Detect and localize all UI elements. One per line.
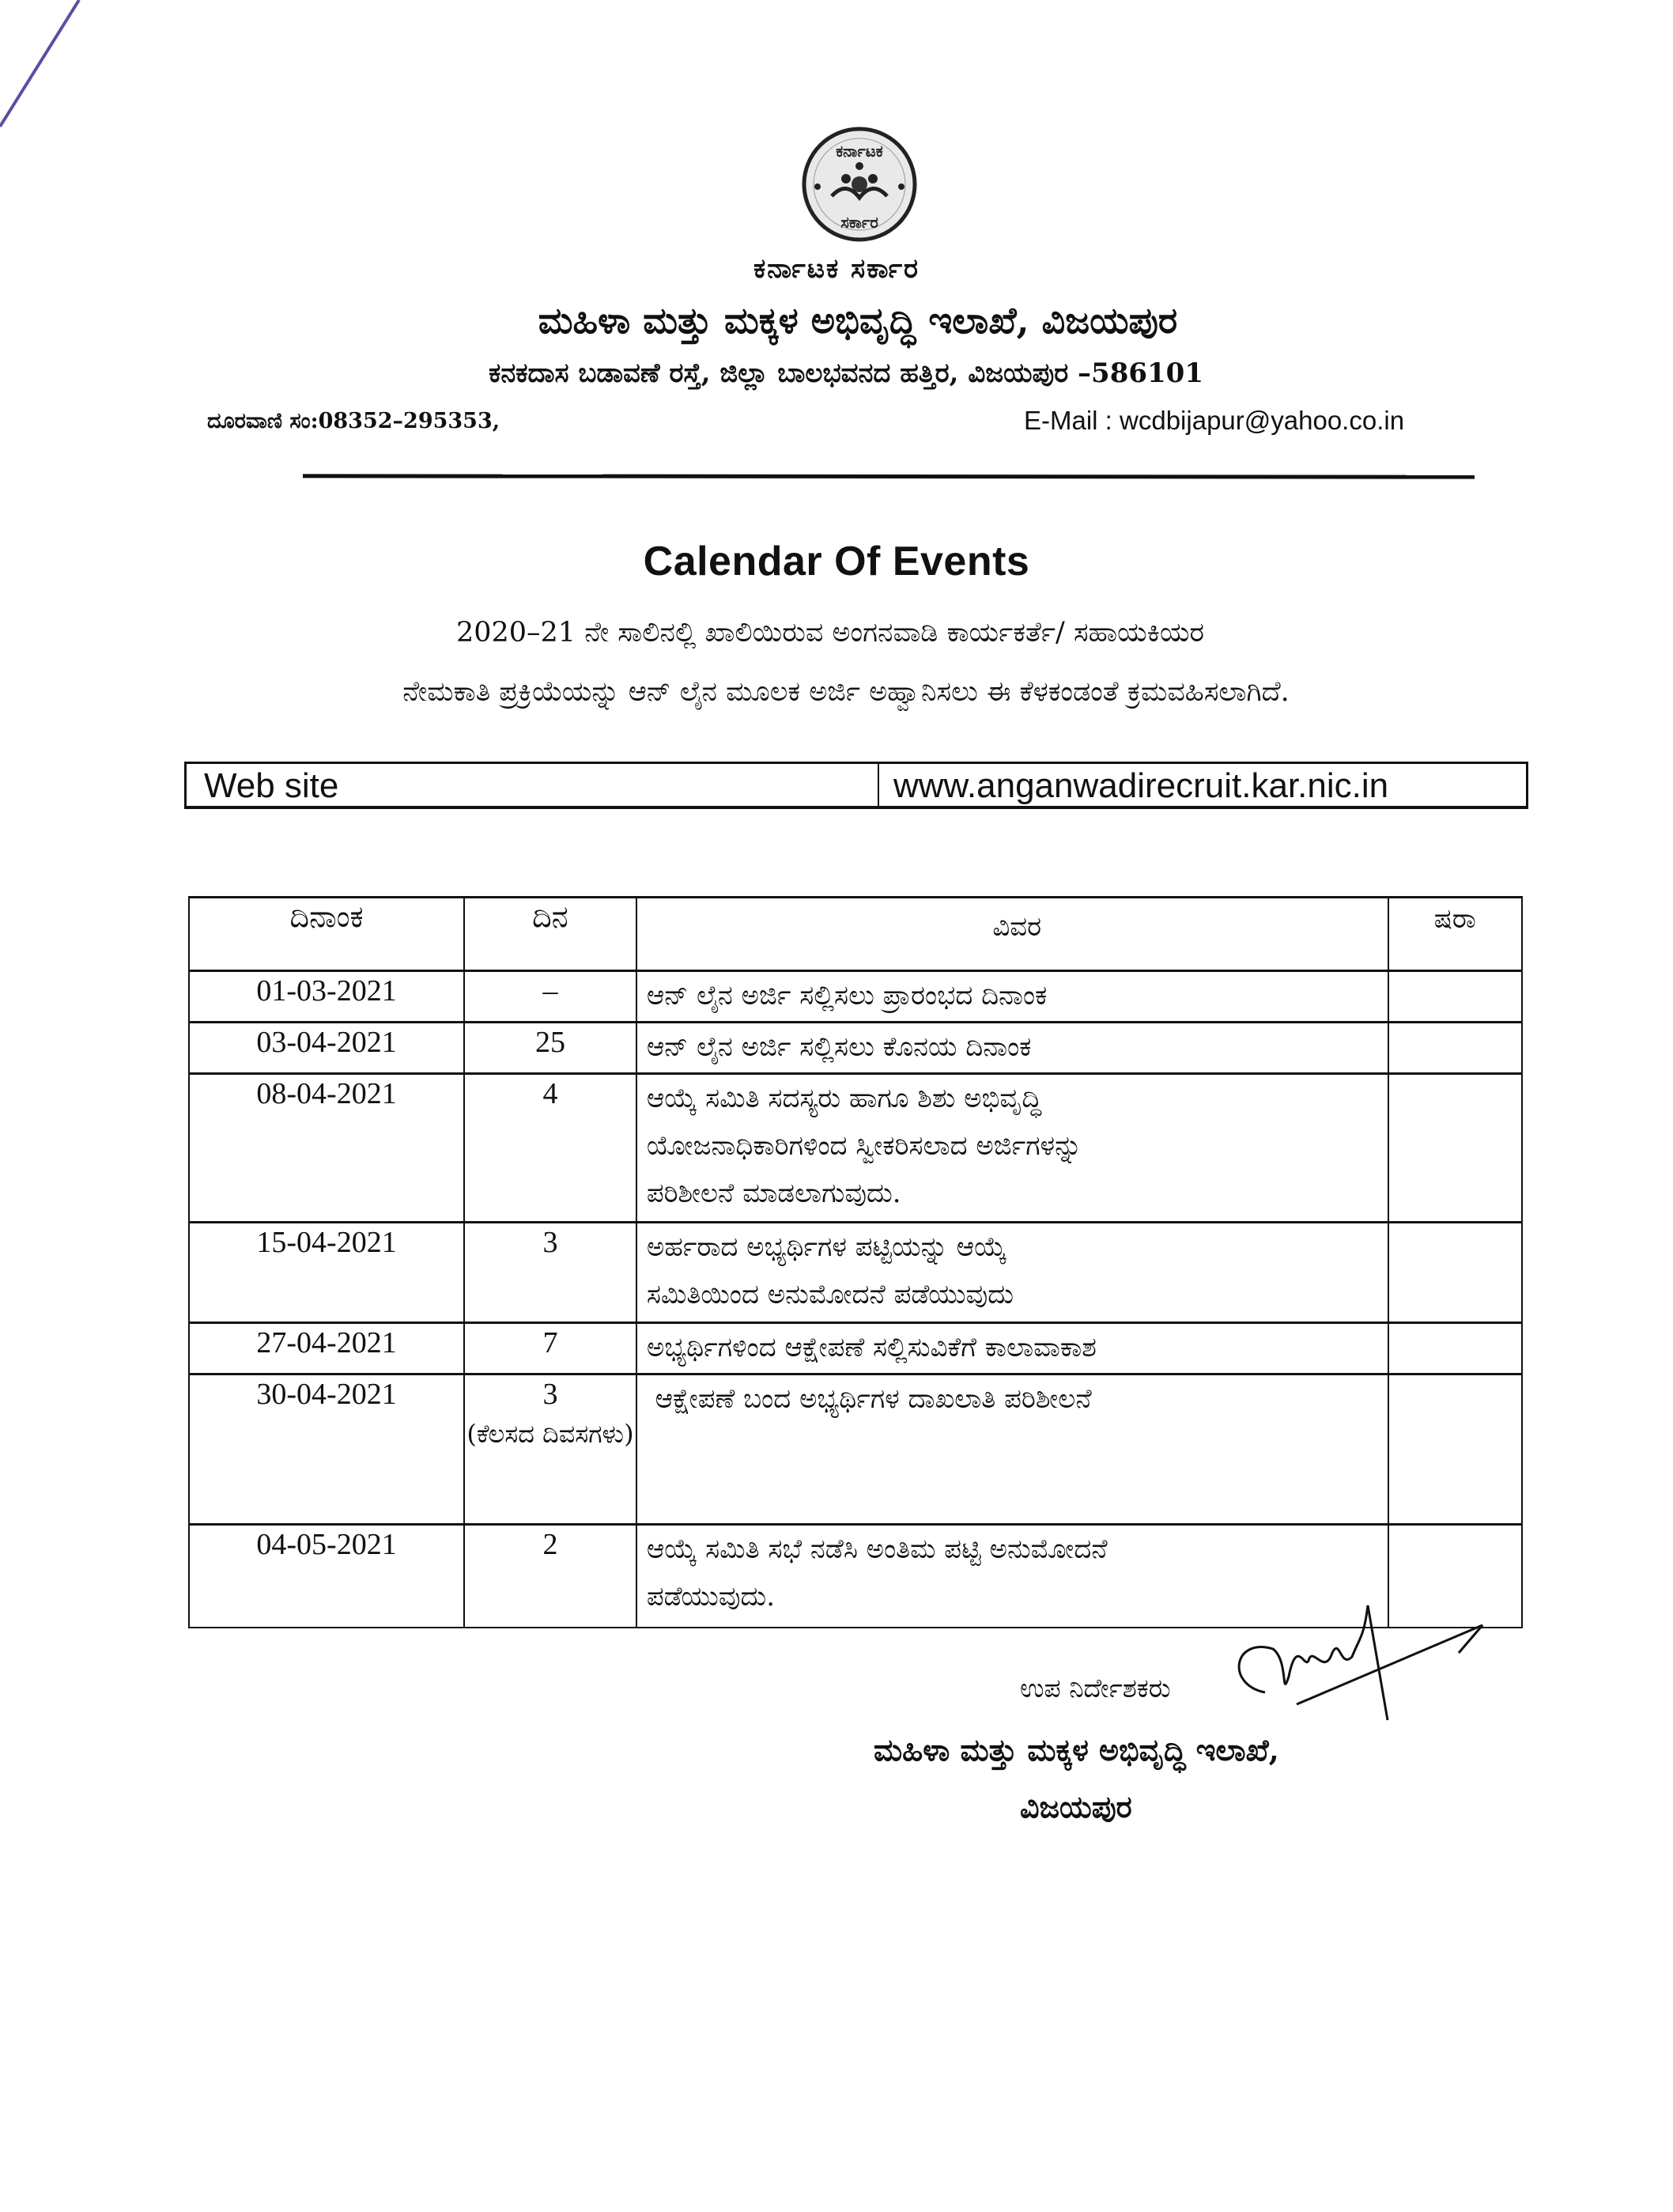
details-line: ಅರ್ಹರಾದ ಅಭ್ಯರ್ಥಿಗಳ ಪಟ್ಟಿಯನ್ನು ಆಯ್ಕೆ bbox=[646, 1231, 1007, 1263]
days-note: (ಕೆಲಸದ ದಿವಸಗಳು) bbox=[466, 1419, 634, 1449]
cell-days bbox=[464, 1323, 636, 1374]
cell-days bbox=[464, 1525, 636, 1628]
days-value: 3 bbox=[542, 1226, 558, 1259]
details-line: ಪಡೆಯುವುದು. bbox=[646, 1581, 776, 1613]
website-box bbox=[184, 762, 1528, 809]
days-value: 7 bbox=[542, 1326, 558, 1359]
department-name: ಮಹಿಳಾ ಮತ್ತು ಮಕ್ಕಳ ಅಭಿವೃದ್ಧಿ ಇಲಾಖೆ, ವಿಜಯಪುರ bbox=[538, 299, 1178, 342]
cell-days bbox=[464, 1023, 636, 1074]
table-row bbox=[189, 1323, 1522, 1374]
table-header-row bbox=[189, 898, 1522, 971]
details-line: ಪರಿಶೀಲನೆ ಮಾಡಲಾಗುವುದು. bbox=[646, 1178, 901, 1209]
signatory-department: ಮಹಿಳಾ ಮತ್ತು ಮಕ್ಕಳ ಅಭಿವೃದ್ಧಿ ಇಲಾಖೆ, bbox=[874, 1732, 1279, 1768]
cell-date: 04-05-2021 bbox=[189, 1525, 464, 1628]
details-line: ಆನ್ ಲೈನ ಅರ್ಜಿ ಸಲ್ಲಿಸಲು ಕೊನಯ ದಿನಾಂಕ bbox=[646, 1031, 1032, 1063]
signatory-title: ಉಪ ನಿರ್ದೇಶಕರು bbox=[1020, 1673, 1171, 1703]
cell-date: 08-04-2021 bbox=[189, 1074, 464, 1223]
intro-line-2: ನೇಮಕಾತಿ ಪ್ರಕ್ರಿಯೆಯನ್ನು ಆನ್ ಲೈನ ಮೂಲಕ ಅರ್ಜಿ ಅಹ್ವಾನಿಸಲು ಈ ಕೆಳಕಂಡಂತೆ ಕ್ರಮವಹಿಸಲಾಗಿದೆ. bbox=[402, 676, 1290, 708]
table-row bbox=[189, 1074, 1522, 1223]
signature bbox=[1170, 1590, 1502, 1732]
details-line: ಸಮಿತಿಯಿಂದ ಅನುಮೋದನೆ ಪಡೆಯುವುದು bbox=[646, 1279, 1014, 1310]
details-line: ಅಭ್ಯರ್ಥಿಗಳಿಂದ ಆಕ್ಷೇಪಣೆ ಸಲ್ಲಿಸುವಿಕೆಗೆ ಕಾಲಾವಾಕಾಶ bbox=[646, 1332, 1097, 1363]
cell-date: 27-04-2021 bbox=[189, 1323, 464, 1374]
cell-days bbox=[464, 1374, 636, 1525]
svg-text:ಸರ್ಕಾರ: ಸರ್ಕಾರ bbox=[840, 213, 878, 232]
cell-details bbox=[636, 971, 1388, 1023]
table-row bbox=[189, 971, 1522, 1023]
cell-remarks bbox=[1388, 971, 1522, 1023]
days-value: 3 bbox=[542, 1378, 558, 1411]
website-url[interactable]: www.anganwadirecruit.kar.nic.in bbox=[893, 766, 1389, 805]
cell-days bbox=[464, 971, 636, 1023]
cell-remarks bbox=[1388, 1323, 1522, 1374]
days-value: 25 bbox=[534, 1026, 565, 1059]
office-address: ಕನಕದಾಸ ಬಡಾವಣೆ ರಸ್ತೆ, ಜಿಲ್ಲಾ ಬಾಲಭವನದ ಹತ್ತಿರ, ವಿಜಯಪುರ –586101 bbox=[489, 357, 1203, 389]
email-address: E-Mail : wcdbijapur@yahoo.co.in bbox=[1024, 406, 1405, 435]
cell-days bbox=[464, 1223, 636, 1323]
cell-details bbox=[636, 1223, 1388, 1323]
events-table bbox=[188, 896, 1523, 1628]
table-row bbox=[189, 1223, 1522, 1323]
header-details: ವಿವರ bbox=[636, 898, 1388, 971]
details-line: ಆಯ್ಕೆ ಸಮಿತಿ ಸದಸ್ಯರು ಹಾಗೂ ಶಿಶು ಅಭಿವೃದ್ಧಿ bbox=[646, 1083, 1042, 1114]
header-days: ದಿನ bbox=[464, 898, 636, 971]
cell-details bbox=[636, 1074, 1388, 1223]
details-line: ಆಕ್ಷೇಪಣೆ ಬಂದ ಅಭ್ಯರ್ಥಿಗಳ ದಾಖಲಾತಿ ಪರಿಶೀಲನೆ bbox=[646, 1383, 1092, 1415]
cell-remarks bbox=[1388, 1374, 1522, 1525]
header-date: ದಿನಾಂಕ bbox=[189, 898, 464, 971]
cell-date: 30-04-2021 bbox=[189, 1374, 464, 1525]
days-value: 4 bbox=[542, 1077, 558, 1110]
government-seal-logo bbox=[800, 125, 919, 244]
cell-details bbox=[636, 1374, 1388, 1525]
cell-date: 01-03-2021 bbox=[189, 971, 464, 1023]
header-divider bbox=[303, 474, 1475, 478]
details-line: ಆನ್ ಲೈನ ಅರ್ಜಿ ಸಲ್ಲಿಸಲು ಪ್ರಾರಂಭದ ದಿನಾಂಕ bbox=[646, 980, 1048, 1011]
table-row bbox=[189, 1374, 1522, 1525]
cell-days bbox=[464, 1074, 636, 1223]
cell-remarks bbox=[1388, 1074, 1522, 1223]
cell-details bbox=[636, 1023, 1388, 1074]
table-row bbox=[189, 1023, 1522, 1074]
days-value: 2 bbox=[542, 1528, 558, 1561]
details-line: ಆಯ್ಕೆ ಸಮಿತಿ ಸಭೆ ನಡೆಸಿ ಅಂತಿಮ ಪಟ್ಟಿ ಅನುಮೋದನೆ bbox=[646, 1533, 1108, 1565]
cell-remarks bbox=[1388, 1023, 1522, 1074]
pen-mark bbox=[0, 0, 95, 134]
details-line: ಯೋಜನಾಧಿಕಾರಿಗಳಿಂದ ಸ್ವೀಕರಿಸಲಾದ ಅರ್ಜಿಗಳನ್ನು bbox=[646, 1130, 1082, 1162]
signatory-city: ವಿಜಯಪುರ bbox=[1020, 1789, 1132, 1824]
header-remarks: ಷರಾ bbox=[1388, 898, 1522, 971]
page-title: Calendar Of Events bbox=[643, 539, 1030, 584]
days-value: – bbox=[542, 974, 558, 1008]
intro-line-1: 2020–21 ನೇ ಸಾಲಿನಲ್ಲಿ ಖಾಲಿಯಿರುವ ಅಂಗನವಾಡಿ ಕಾರ್ಯಕರ್ತೆ/ ಸಹಾಯಕಿಯರ bbox=[455, 617, 1205, 648]
government-name: ಕರ್ನಾಟಕ ಸರ್ಕಾರ bbox=[753, 253, 920, 285]
phone-number: ದೂರವಾಣಿ ಸಂ:08352–295353, bbox=[207, 409, 500, 433]
svg-text:ಕರ್ನಾಟಕ: ಕರ್ನಾಟಕ bbox=[836, 142, 883, 161]
cell-date: 15-04-2021 bbox=[189, 1223, 464, 1323]
cell-remarks bbox=[1388, 1223, 1522, 1323]
cell-date: 03-04-2021 bbox=[189, 1023, 464, 1074]
cell-details bbox=[636, 1323, 1388, 1374]
website-label: Web site bbox=[187, 764, 879, 806]
